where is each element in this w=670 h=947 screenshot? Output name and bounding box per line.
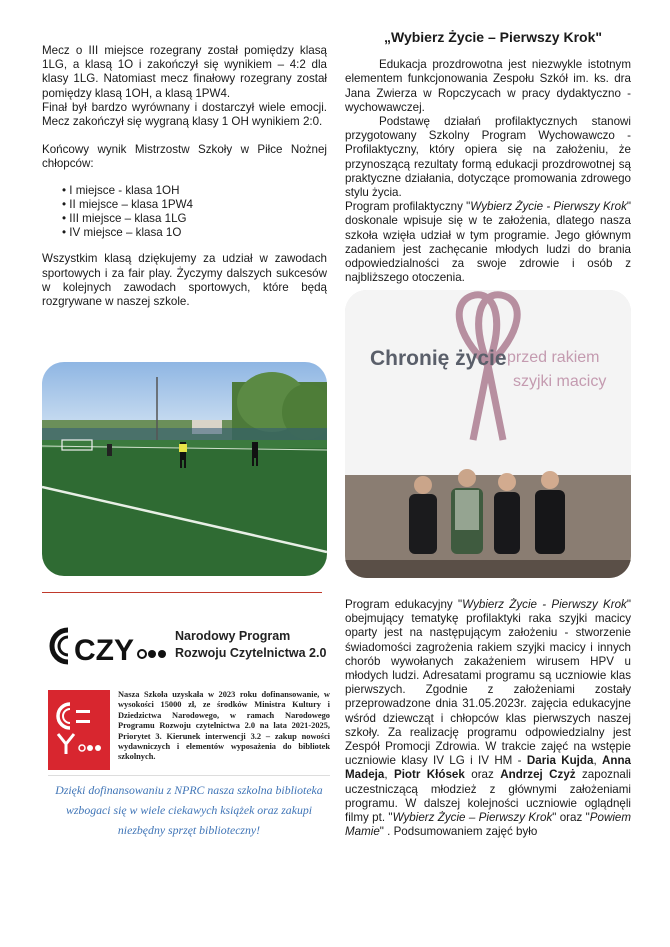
match-third-place-paragraph: Mecz o III miejsce rozegrany został pomiędzy klasą 1LG, a klasą 1O i zakończył się wynikiem – 4:2 dla klasy 1LG. Natomiast mecz finałowy rozegrany został pomiędzy klasą 1OH, a klasą 1PW4. — [42, 44, 327, 100]
student-name: Piotr Kłósek — [393, 768, 465, 782]
slide-subline-1: przed rakiem — [507, 349, 600, 366]
final-standings-list — [62, 184, 327, 241]
nprc-title-line: Narodowy Program — [175, 629, 291, 643]
program-basis-paragraph: Podstawę działań profilaktycznych stanowi przygotowany Szkolny Program Wychowawczo - Profilaktyczny, który opiera się na założeniu, że przynoszącą rezultaty formą edukacji prozdrowotnej są praktyczne działania, dotyczące promowania zdrowego stylu życia. — [345, 115, 631, 200]
right-column — [345, 30, 631, 285]
student-name: Daria Kujda — [526, 754, 594, 768]
left-column — [42, 44, 327, 309]
nprc-logo-text: CZY — [74, 634, 134, 667]
text-segment: " . Podsumowaniem zajęć było — [379, 825, 538, 839]
text-segment: " oraz " — [552, 811, 590, 825]
program-name: Wybierz Życie - Pierwszy Krok — [470, 200, 627, 214]
film-title: Wybierz Życie – Pierwszy Krok — [392, 811, 553, 825]
program-name: Wybierz Życie - Pierwszy Krok — [462, 598, 627, 611]
list-item: • IV miejsce – klasa 1O — [62, 226, 327, 240]
list-item: • I miejsce - klasa 1OH — [62, 184, 327, 198]
article-title: „Wybierz Życie – Pierwszy Krok" — [383, 29, 603, 45]
text-segment: zapoznali uczestniczącą młodzież z głównymi założeniami programu. W dalszej kolejności uczniowie oglądnęli filmy pt. " — [345, 768, 632, 825]
text-segment: , — [384, 768, 394, 782]
nprc-title-line: Rozwoju Czytelnictwa 2.0 — [175, 646, 327, 660]
funding-info: Nasza Szkoła uzyskała w 2023 roku dofinansowanie, w wysokości 15000 zł, ze środków Ministra Kultury i Dziedzictwa Narodowego, w ramach Narodowego Programu Rozwoju czytelnictwa 2.0 na lata 2021-2025, Priorytet 3. Kierunek interwencji 3.2 – zakup nowości wydawniczych i elementów wyposażenia do bibliotek szkolnych. — [118, 690, 330, 762]
presentation-photo — [345, 290, 631, 578]
slide-subline-2: szyjki macicy — [513, 373, 607, 390]
student-name: Anna Madeja — [345, 754, 631, 782]
list-item: • III miejsce – klasa 1LG — [62, 212, 327, 226]
text-segment: Program profilaktyczny " — [345, 200, 471, 214]
slide-headline: Chronię życie — [370, 347, 507, 370]
student-name: Andrzej Czyż — [500, 768, 576, 782]
section-divider — [42, 592, 322, 593]
thin-divider — [48, 775, 330, 776]
text-segment: " obejmujący tematykę profilaktyki raka szyjki macicy oparty jest na następującym założeniu - stworzenie świadomości zagrożenia rakiem szyjki macicy i innych chorób wywołanych zakażeniem wirusem HPV u młodych ludzi. Adresatami programu są uczniowie klas pierwszych. Zgodnie z założeniami zostały przeprowadzone dnia 31.05.2023r. zajęcia edukacyjne wśród dziewcząt i chłopców klas pierwszych naszej szkoły. Za realizację programu odpowiedzialny jest Zespół Promocji Zdrowia. W trakcie zajęć na wstępie uczniowie klasy IV LG i IV HM - — [345, 598, 631, 768]
nprc-red-logo — [48, 690, 110, 770]
library-note: Dzięki dofinansowaniu z NPRC nasza szkolna biblioteka wzbogaci się w wiele ciekawych książek oraz zakupi niezbędny sprzęt biblioteczny! — [55, 783, 323, 837]
intro-paragraph: Edukacja prozdrowotna jest niezwykle istotnym elementem funkcjonowania Zespołu Szkół im. ks. dra Jana Zwierza w Ropczycach w pracy dydaktyczno - wychowawczej. — [345, 58, 631, 114]
football-field-image — [42, 362, 327, 576]
program-details-paragraph — [345, 598, 631, 839]
final-result-intro: Końcowy wynik Mistrzostw Szkoły w Piłce Nożnej chłopców: — [42, 143, 327, 171]
list-item: • II miejsce – klasa 1PW4 — [62, 198, 327, 212]
text-segment: , — [593, 754, 602, 768]
football-match-photo — [42, 362, 327, 576]
final-match-paragraph: Finał był bardzo wyrównany i dostarczył wiele emocji. Mecz zakończył się wygraną klasy 1 OH wynikiem 2:0. — [42, 100, 327, 129]
presentation-slide-image — [345, 290, 631, 578]
program-details-column — [345, 598, 631, 839]
thanks-paragraph: Wszystkim klasą dziękujemy za udział w zawodach sportowych i za fair play. Życzymy dalszych sukcesów w kolejnych zawodach sportowych, które będą rozgrywane w naszej szkole. — [42, 252, 327, 309]
text-segment: " doskonale wpisuje się w te założenia, dlatego nasza szkoła wzięła udział w tym programie. Jego głównym zadaniem jest zachęcanie młodych ludzi do brania odpowiedzialności za swoje zdrowie i osób z najbliższego otoczenia. — [345, 200, 631, 285]
text-segment: Program edukacyjny " — [345, 598, 463, 611]
program-description-paragraph — [345, 200, 631, 285]
text-segment: oraz — [464, 768, 501, 782]
nprc-title — [175, 628, 326, 662]
film-title: Powiem Mamie — [345, 811, 632, 839]
